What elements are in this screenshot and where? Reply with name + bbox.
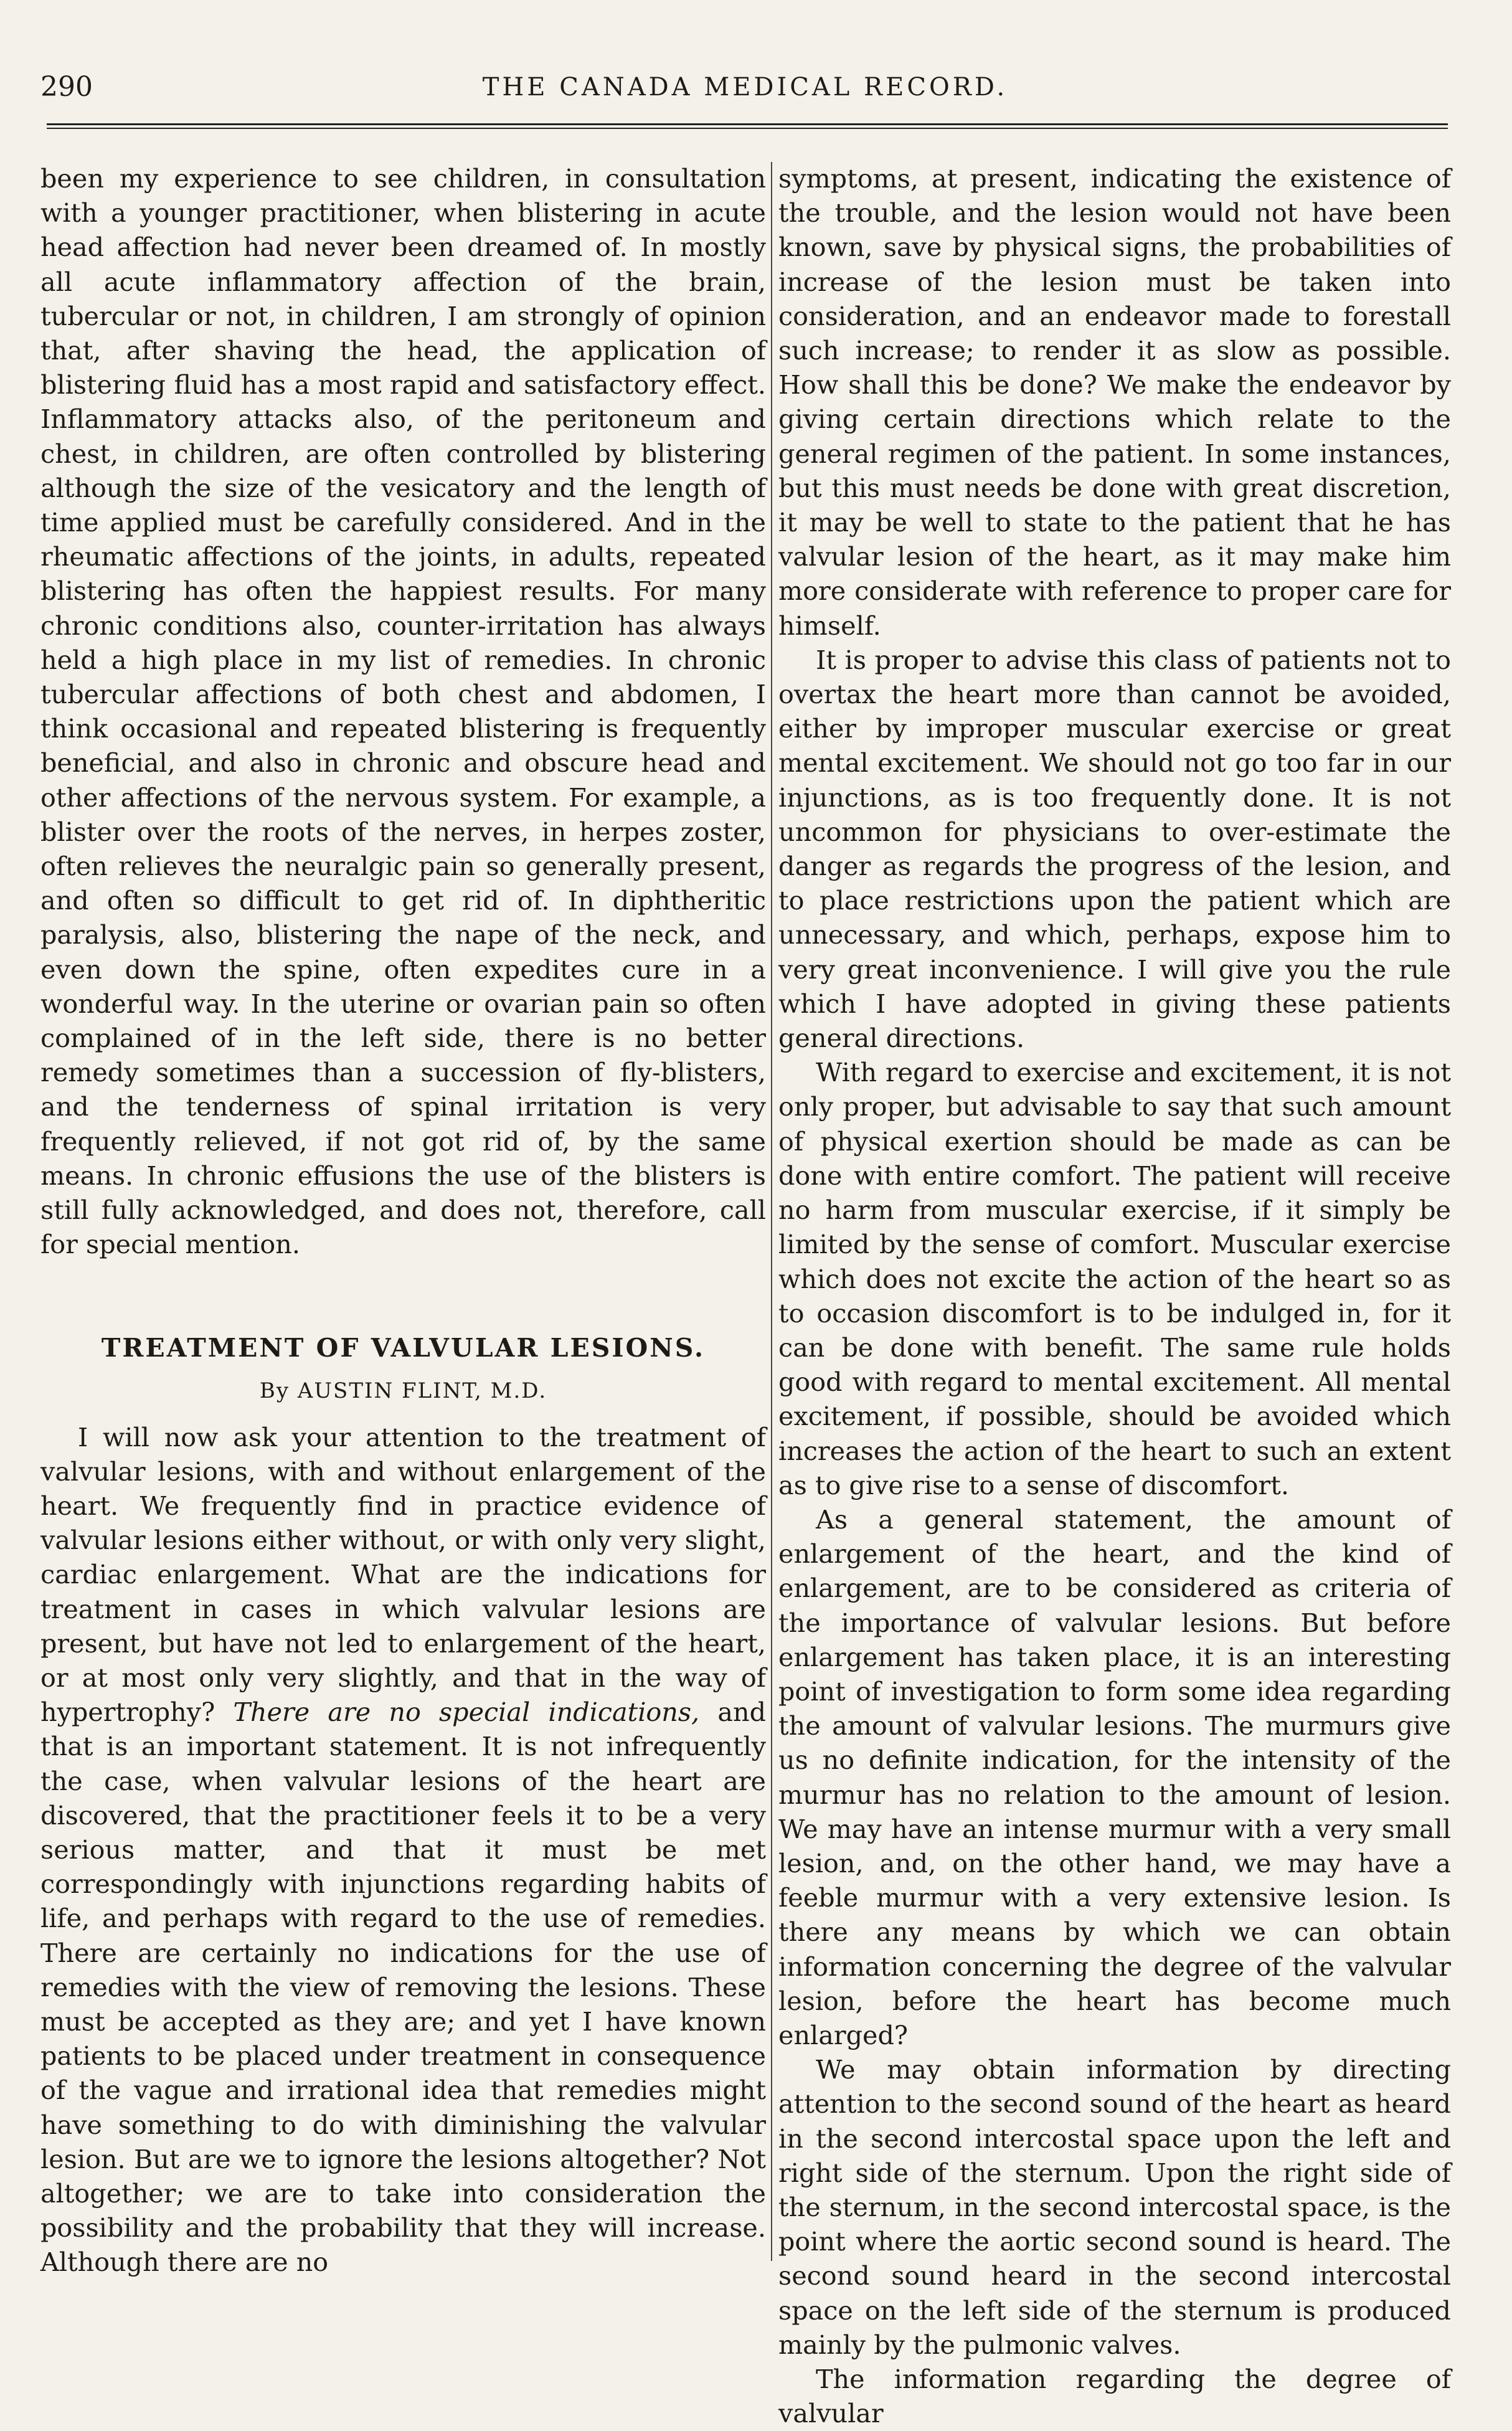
column-divider <box>771 162 772 2261</box>
page-number: 290 <box>40 71 93 103</box>
page-header <box>40 69 1450 112</box>
paragraph-advice: It is proper to advise this class of patients not to overtax the heart more than cannot be avoided, either by improper muscular exercise or great mental excitement. We should not go too far in our injunctions, as is too frequently done. It is not uncommon for physicians to over-estimate the danger as regards the progress of the lesion, and to place restrictions upon the patient which are unnecessary, and which, perhaps, expose him to very great inconvenience. I will give you the rule which I have adopted in giving these patients general directions. <box>778 645 1451 1054</box>
paragraph-enlargement: As a general statement, the amount of enlargement of the heart, and the kind of enlargement, are to be considered as criteria of the importance of valvular lesions. But before enlargement has taken place, it is an interesting point of investigation to form some idea regarding the amount of valvular lesions. The murmurs give us no definite indication, for the intensity of the murmur has no relation to the amount of lesion. We may have an intense murmur with a very small lesion, and, on the other hand, we may have a feeble murmur with a very extensive lesion. Is there any means by which we can obtain information concerning the degree of the valvular lesion, before the heart has become much enlarged? <box>778 1504 1451 2050</box>
paragraph-exercise: With regard to exercise and excitement, it is not only proper, but advisable to say that such amount of physical exertion should be made as can be done with entire comfort. The patient will receive no harm from muscular exercise, if it simply be limited by the sense of comfort. Muscular exercise which does not excite the action of the heart so as to occasion discomfort is to be indulged in, for it can be done with benefit. The same rule holds good with regard to mental excitement. All mental excitement, if possible, should be avoided which increases the action of the heart to such an extent as to give rise to a sense of discomfort. <box>778 1058 1451 1500</box>
intro-emphasis: There are no special indications, <box>233 1697 700 1728</box>
header-rule-bottom <box>47 128 1448 129</box>
paragraph-valvular-intro <box>40 1421 766 2280</box>
paragraph-symptoms: symptoms, at present, indicating the existence of the trouble, and the lesion would not have been known, save by physical signs, the probabilities of increase of the lesion must be taken into consideration, and an endeavor made to forestall such increase; to render it as slow as possible. How shall this be done? We make the endeavor by giving certain directions which relate to the general regimen of the patient. In some instances, but this must needs be done with great discretion, it may be well to state to the patient that he has valvular lesion of the heart, as it may make him more considerate with reference to proper care for himself. <box>778 164 1451 641</box>
section-spacer <box>40 1263 766 1331</box>
header-rule-top <box>47 123 1448 125</box>
right-column <box>778 162 1451 2429</box>
journal-title: THE CANADA MEDICAL RECORD. <box>482 73 1008 102</box>
left-column <box>40 162 767 2278</box>
intro-text-start: I will now ask your attention to the treatment of valvular lesions, with and without enlargement of the heart. We frequently find in practice evidence of valvular lesions either without, or with only very slight, cardiac enlargement. What are the indications for treatment in cases in which valvular lesions are present, but have not led to enlargement of the heart, or at most only very slightly, and that in the way of hypertrophy? <box>40 1422 766 1728</box>
paragraph-information: The information regarding the degree of valvular <box>778 2364 1451 2429</box>
article-title: TREATMENT OF VALVULAR LESIONS. <box>101 1332 706 1363</box>
article-byline: By AUSTIN FLINT, M.D. <box>259 1378 547 1403</box>
paragraph-second-sound: We may obtain information by directing attention to the second sound of the heart as heard in the second intercostal space upon the left and right side of the sternum. Upon the right side of the sternum, in the second intercostal space, is the point where the aortic second sound is heard. The second sound heard in the second intercostal space on the left side of the sternum is produced mainly by the pulmonic valves. <box>778 2055 1451 2360</box>
intro-text-end: and that is an important statement. It is not infrequently the case, when valvular lesions of the heart are discovered, that the practitioner feels it to be a very serious matter, and that it must be met correspondingly with injunctions regarding habits of life, and perhaps with regard to the use of remedies. There are certainly no indications for the use of remedies with the view of removing the lesions. These must be accepted as they are; and yet I have known patients to be placed under treatment in consequence of the vague and irrational idea that remedies might have something to do with diminishing the valvular lesion. But are we to ignore the lesions altogether? Not altogether; we are to take into consideration the possibility and the probability that they will increase. Although there are no <box>40 1697 767 2278</box>
paragraph-blistering: been my experience to see children, in consultation with a younger practitioner, when blistering in acute head affection had never been dreamed of. In mostly all acute inflammatory affection of the brain, tubercular or not, in children, I am strongly of opinion that, after shaving the head, the application of blistering fluid has a most rapid and satisfactory effect. Inflammatory attacks also, of the peritoneum and chest, in children, are often controlled by blistering although the size of the vesicatory and the length of time applied must be carefully considered. And in the rheumatic affections of the joints, in adults, repeated blistering has often the happiest results. For many chronic conditions also, counter-irritation has always held a high place in my list of remedies. In chronic tubercular affections of both chest and abdomen, I think occasional and repeated blistering is frequently beneficial, and also in chronic and obscure head and other affections of the nervous system. For example, a blister over the roots of the nerves, in herpes zoster, often relieves the neuralgic pain so generally present, and often so difficult to get rid of. In diphtheritic paralysis, also, blistering the nape of the neck, and even down the spine, often expedites cure in a wonderful way. In the uterine or ovarian pain so often complained of in the left side, there is no better remedy sometimes than a succession of fly-blisters, and the tenderness of spinal irritation is very frequently relieved, if not got rid of, by the same means. In chronic effusions the use of the blisters is still fully acknowledged, and does not, therefore, call for special mention. <box>40 164 766 1260</box>
